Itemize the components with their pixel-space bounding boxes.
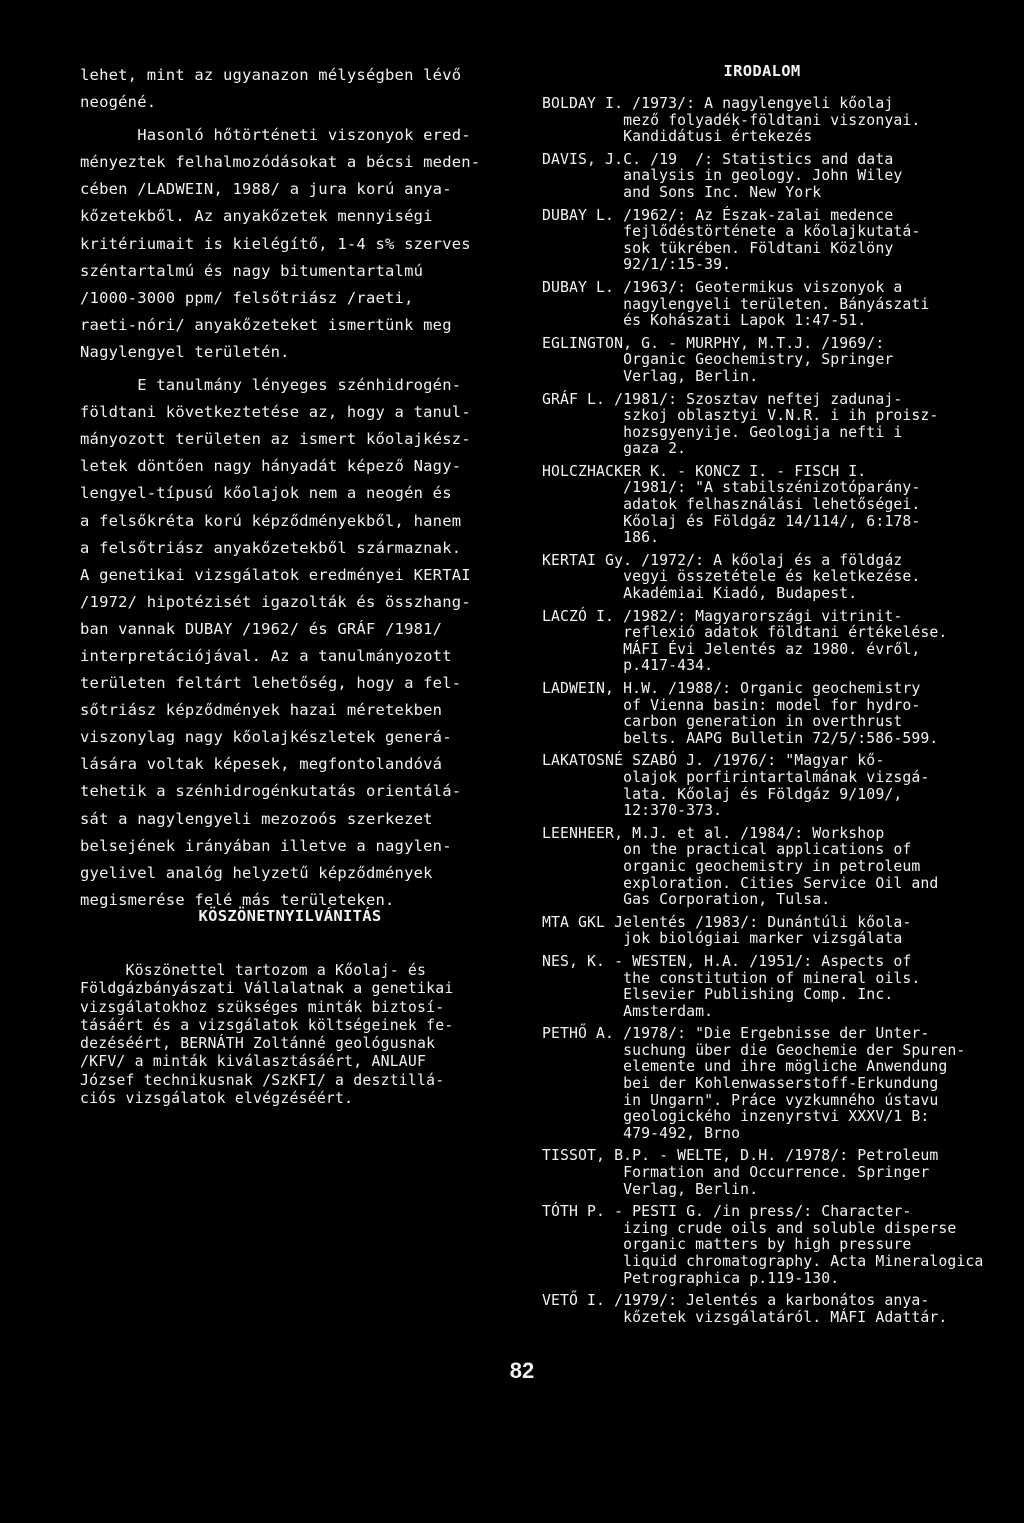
reference-line: izing crude oils and soluble disperse <box>542 1219 957 1237</box>
reference-line: of Vienna basin: model for hydro- <box>542 696 921 714</box>
reference-line: Amsterdam. <box>542 1002 714 1020</box>
reference-entry <box>542 609 982 675</box>
reference-entry <box>542 392 982 458</box>
reference-entry <box>542 915 982 948</box>
reference-line: kőzetek vizsgálatáról. MÁFI Adattár. <box>542 1308 948 1326</box>
reference-line: sok tükrében. Földtani Közlöny <box>542 239 894 257</box>
paragraph-2: Hasonló hőtörténeti viszonyok ered- ményeztek felhalmozódásokat a bécsi meden- cében /LADWEIN, 1988/ a jura korú anya- kőzetekből. Az anyakőzetek mennyiségi kritériumait is kielégítő, 1-4 s% szerves széntartalmú és nagy bitumentartalmú /1000-3000 ppm/ felsőtriász /raeti, raeti-nóri/ anyakőzeteket ismertünk meg Nagylengyel területén. <box>80 126 481 361</box>
reference-line: gaza 2. <box>542 440 687 458</box>
reference-line: MÁFI Évi Jelentés az 1980. évről, <box>542 640 921 658</box>
reference-line: and Sons Inc. New York <box>542 183 822 201</box>
reference-line: Kandidátusi értekezés <box>542 128 813 146</box>
reference-line: organic geochemistry in petroleum <box>542 857 921 875</box>
reference-line: Elsevier Publishing Comp. Inc. <box>542 986 894 1004</box>
paragraph-3: E tanulmány lényeges szénhidrogén- földtani következtetése az, hogy a tanul- mányozott területen az ismert kőolajkész- letek döntően nagy hányadát képező Nagy- lengyel-típusú kőolajok nem a neogén és a felsőkréta korú képződményekből, hanem a felsőtriász anyakőzetekből származnak. A genetikai vizsgálatok eredményei KERTAI /1972/ hipotézisét igazolták és összhang- ban vannak DUBAY /1962/ és GRÁF /1981/ interpretációjával. Az a tanulmányozott területen feltárt lehetőség, hogy a fel- sőtriász képződmények hazai méretekben viszonylag nagy kőolajkészletek generá- lására voltak képesek, megfontolandóvá tehetik a szénhidrogénkutatás orientálá- sát a nagylengyeli mezozoós szerkezet belsejének irányában illetve a nagylen- gyelivel analóg helyzetű képződmények megismerése felé más területeken. <box>80 376 471 909</box>
reference-line: TÓTH P. - PESTI G. /in press/: Character- <box>542 1203 912 1221</box>
reference-line: Gas Corporation, Tulsa. <box>542 891 831 909</box>
reference-line: olajok porfirintartalmának vizsgá- <box>542 768 930 786</box>
reference-line: lata. Kőolaj és Földgáz 9/109/, <box>542 785 903 803</box>
reference-line: adatok felhasználási lehetőségei. <box>542 496 921 514</box>
reference-line: the constitution of mineral oils. <box>542 969 921 987</box>
reference-line: DAVIS, J.C. /19 /: Statistics and data <box>542 150 894 168</box>
reference-line: exploration. Cities Service Oil and <box>542 874 939 892</box>
reference-line: DUBAY L. /1963/: Geotermikus viszonyok a <box>542 278 903 296</box>
reference-entry <box>542 96 982 146</box>
reference-line: 186. <box>542 529 660 547</box>
reference-entry <box>542 826 982 909</box>
reference-line: geologického inzenyrstvi XXXV/1 B: <box>542 1108 930 1126</box>
reference-line: BOLDAY I. /1973/: A nagylengyeli kőolaj <box>542 95 894 112</box>
left-column <box>80 62 500 914</box>
reference-entry <box>542 681 982 747</box>
reference-line: p.417-434. <box>542 657 714 675</box>
reference-entry <box>542 464 982 547</box>
reference-line: szkoj oblasztyi V.N.R. i ih proisz- <box>542 407 939 425</box>
reference-line: on the practical applications of <box>542 841 912 859</box>
reference-line: MTA GKL Jelentés /1983/: Dunántúli kőola- <box>542 913 912 931</box>
reference-line: GRÁF L. /1981/: Szosztav neftej zadunaj- <box>542 390 903 408</box>
reference-line: in Ungarn". Práce vyzkumného ústavu <box>542 1091 939 1109</box>
reference-line: PETHŐ A. /1978/: "Die Ergebnisse der Unter- <box>542 1025 930 1043</box>
reference-line: LEENHEER, M.J. et al. /1984/: Workshop <box>542 824 885 842</box>
reference-line: Petrographica p.119-130. <box>542 1269 840 1287</box>
reference-line: nagylengyeli területen. Bányászati <box>542 295 930 313</box>
reference-entry <box>542 208 982 274</box>
paragraph-1: lehet, mint az ugyanazon mélységben lévő neogéné. <box>80 66 462 112</box>
reference-line: DUBAY L. /1962/: Az Észak-zalai medence <box>542 206 894 224</box>
reference-line: hozsgyenyije. Geologija nefti i <box>542 423 903 441</box>
reference-line: NES, K. - WESTEN, H.A. /1951/: Aspects of <box>542 952 912 970</box>
reference-entry <box>542 1293 982 1326</box>
reference-line: elemente und ihre mögliche Anwendung <box>542 1058 948 1076</box>
page-number: 82 <box>509 1358 535 1383</box>
reference-line: mező folyadék-földtani viszonyai. <box>542 111 921 129</box>
reference-line: Akadémiai Kiadó, Budapest. <box>542 585 858 603</box>
reference-line: LADWEIN, H.W. /1988/: Organic geochemistry <box>542 680 921 697</box>
reference-line: 12:370-373. <box>542 802 723 820</box>
reference-entry <box>542 1026 982 1142</box>
reference-line: LACZÓ I. /1982/: Magyarországi vitrinit- <box>542 607 903 625</box>
references-title: IRODALOM <box>723 62 801 80</box>
reference-line: carbon generation in overthrust <box>542 713 903 731</box>
reference-line: és Kohászati Lapok 1:47-51. <box>542 312 867 330</box>
reference-line: 92/1/:15-39. <box>542 256 732 274</box>
reference-line: Formation and Occurrence. Springer <box>542 1164 930 1182</box>
reference-entry <box>542 553 982 603</box>
reference-line: KERTAI Gy. /1972/: A kőolaj és a földgáz <box>542 551 903 569</box>
references-column <box>542 62 982 1332</box>
reference-entry <box>542 1204 982 1287</box>
reference-entry <box>542 954 982 1020</box>
reference-line: vegyi összetétele és keletkezése. <box>542 568 921 586</box>
reference-line: Organic Geochemistry, Springer <box>542 351 894 369</box>
reference-line: jok biológiai marker vizsgálata <box>542 930 903 948</box>
reference-entry <box>542 1148 982 1198</box>
reference-line: suchung über die Geochemie der Spuren- <box>542 1041 966 1059</box>
reference-line: VETŐ I. /1979/: Jelentés a karbonátos anya- <box>542 1292 930 1310</box>
acknowledgement-title: KÖSZÖNETNYILVÁNITÁS <box>198 907 382 925</box>
acknowledgement-text: Köszönettel tartozom a Kőolaj- és Földgázbányászati Vállalatnak a genetikai vizsgálatokhoz szükséges minták biztosí- tásáért és a vizsgálatok költségeinek fe- dezéséért, BERNÁTH Zoltánné geológusnak /KFV/ a minták kiválasztásáért, ANLAUF József technikusnak /SzKFI/ a desztillá- ciós vizsgálatok elvégzéséért. <box>80 962 454 1108</box>
reference-entry <box>542 280 982 330</box>
reference-entry <box>542 336 982 386</box>
reference-line: HOLCZHACKER K. - KONCZ I. - FISCH I. <box>542 462 867 480</box>
reference-line: fejlődéstörténete a kőolajkutatá- <box>542 223 921 241</box>
reference-line: 479-492, Brno <box>542 1124 741 1142</box>
reference-line: bei der Kohlenwasserstoff-Erkundung <box>542 1075 939 1093</box>
reference-line: Verlag, Berlin. <box>542 367 759 385</box>
reference-line: EGLINGTON, G. - MURPHY, M.T.J. /1969/: <box>542 334 885 352</box>
reference-entry <box>542 753 982 819</box>
reference-line: Kőolaj és Földgáz 14/114/, 6:178- <box>542 512 921 530</box>
reference-line: reflexió adatok földtani értékelése. <box>542 624 948 642</box>
reference-entry <box>542 152 982 202</box>
reference-line: belts. AAPG Bulletin 72/5/:586-599. <box>542 729 939 747</box>
reference-line: Verlag, Berlin. <box>542 1180 759 1198</box>
reference-line: analysis in geology. John Wiley <box>542 167 903 185</box>
reference-line: organic matters by high pressure <box>542 1236 912 1254</box>
reference-line: liquid chromatography. Acta Mineralogica <box>542 1253 984 1270</box>
reference-list <box>542 96 982 1326</box>
reference-line: LAKATOSNÉ SZABÓ J. /1976/: "Magyar kő- <box>542 752 885 770</box>
reference-line: TISSOT, B.P. - WELTE, D.H. /1978/: Petroleum <box>542 1147 939 1165</box>
reference-line: /1981/: "A stabilszénizotóparány- <box>542 479 921 497</box>
